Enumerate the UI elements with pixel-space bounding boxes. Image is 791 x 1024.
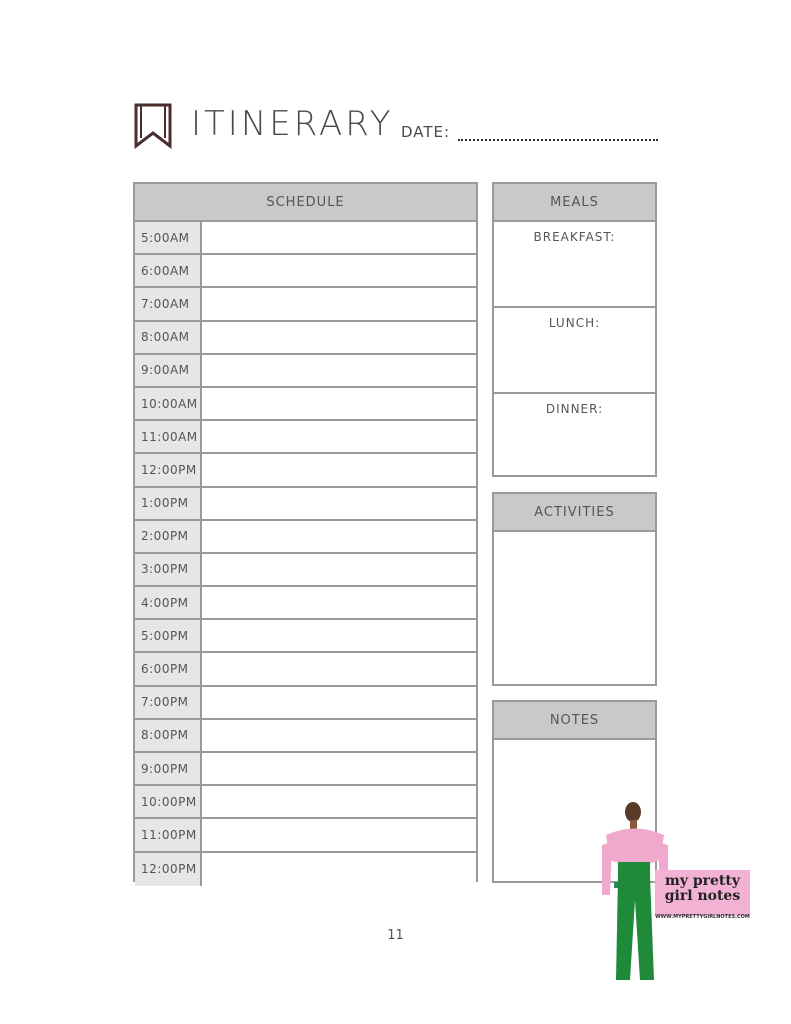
schedule-slot[interactable] bbox=[202, 720, 476, 751]
schedule-row bbox=[135, 620, 476, 653]
time-label: 11:00AM bbox=[135, 421, 202, 452]
time-label: 8:00PM bbox=[135, 720, 202, 751]
schedule-row bbox=[135, 488, 476, 521]
time-label: 8:00AM bbox=[135, 322, 202, 353]
time-label: 7:00PM bbox=[135, 687, 202, 718]
schedule-row bbox=[135, 322, 476, 355]
schedule-row bbox=[135, 388, 476, 421]
schedule-row bbox=[135, 819, 476, 852]
schedule-slot[interactable] bbox=[202, 388, 476, 419]
time-label: 10:00AM bbox=[135, 388, 202, 419]
schedule-slot[interactable] bbox=[202, 587, 476, 618]
schedule-slot[interactable] bbox=[202, 819, 476, 850]
schedule-row bbox=[135, 222, 476, 255]
schedule-slot[interactable] bbox=[202, 222, 476, 253]
schedule-slot[interactable] bbox=[202, 421, 476, 452]
dinner-field[interactable]: DINNER: bbox=[545, 402, 604, 416]
time-label: 4:00PM bbox=[135, 587, 202, 618]
breakfast-field[interactable]: BREAKFAST: bbox=[494, 222, 655, 308]
schedule-row bbox=[135, 454, 476, 487]
notes-header: NOTES bbox=[494, 702, 655, 740]
schedule-slot[interactable] bbox=[202, 753, 476, 784]
time-label: 3:00PM bbox=[135, 554, 202, 585]
brand-line2: girl notes bbox=[664, 888, 741, 904]
brand-url: WWW.MYPRETTYGIRLNOTES.COM bbox=[655, 914, 750, 920]
time-label: 9:00AM bbox=[135, 355, 202, 386]
time-label: 11:00PM bbox=[135, 819, 202, 850]
schedule-slot[interactable] bbox=[202, 288, 476, 319]
schedule-slot[interactable] bbox=[202, 322, 476, 353]
schedule-slot[interactable] bbox=[202, 355, 476, 386]
schedule-row bbox=[135, 687, 476, 720]
brand-line1: my pretty bbox=[665, 873, 740, 889]
schedule-row bbox=[135, 421, 476, 454]
schedule-row bbox=[135, 587, 476, 620]
schedule-slot[interactable] bbox=[202, 687, 476, 718]
time-label: 10:00PM bbox=[135, 786, 202, 817]
schedule-row bbox=[135, 786, 476, 819]
schedule-table bbox=[133, 182, 478, 882]
schedule-slot[interactable] bbox=[202, 653, 476, 684]
schedule-row bbox=[135, 554, 476, 587]
schedule-row bbox=[135, 255, 476, 288]
schedule-row bbox=[135, 853, 476, 886]
time-label: 6:00AM bbox=[135, 255, 202, 286]
lunch-field[interactable]: LUNCH: bbox=[494, 308, 655, 394]
schedule-slot[interactable] bbox=[202, 521, 476, 552]
time-label: 6:00PM bbox=[135, 653, 202, 684]
time-label: 5:00PM bbox=[135, 620, 202, 651]
date-label: DATE: bbox=[401, 123, 451, 141]
bookmark-icon bbox=[133, 103, 173, 149]
date-field[interactable] bbox=[458, 139, 658, 141]
time-label: 1:00PM bbox=[135, 488, 202, 519]
page-header bbox=[133, 100, 663, 150]
schedule-slot[interactable] bbox=[202, 255, 476, 286]
page-number: 11 bbox=[387, 928, 404, 943]
time-label: 7:00AM bbox=[135, 288, 202, 319]
time-label: 5:00AM bbox=[135, 222, 202, 253]
schedule-row bbox=[135, 720, 476, 753]
meals-header: MEALS bbox=[494, 184, 655, 222]
time-label: 9:00PM bbox=[135, 753, 202, 784]
schedule-row bbox=[135, 521, 476, 554]
schedule-slot[interactable] bbox=[202, 488, 476, 519]
schedule-row bbox=[135, 753, 476, 786]
time-label: 12:00PM bbox=[135, 454, 202, 485]
brand-logo bbox=[655, 870, 750, 916]
schedule-slot[interactable] bbox=[202, 554, 476, 585]
page-title: ITINERARY bbox=[191, 104, 394, 144]
time-label: 12:00PM bbox=[135, 853, 202, 886]
activities-header: ACTIVITIES bbox=[494, 494, 655, 532]
schedule-row bbox=[135, 355, 476, 388]
schedule-slot[interactable] bbox=[202, 620, 476, 651]
schedule-slot[interactable] bbox=[202, 454, 476, 485]
schedule-slot[interactable] bbox=[202, 853, 476, 886]
schedule-slot[interactable] bbox=[202, 786, 476, 817]
schedule-header: SCHEDULE bbox=[135, 184, 476, 222]
meals-box bbox=[492, 182, 657, 477]
time-label: 2:00PM bbox=[135, 521, 202, 552]
schedule-row bbox=[135, 288, 476, 321]
schedule-row bbox=[135, 653, 476, 686]
activities-box[interactable] bbox=[492, 492, 657, 686]
